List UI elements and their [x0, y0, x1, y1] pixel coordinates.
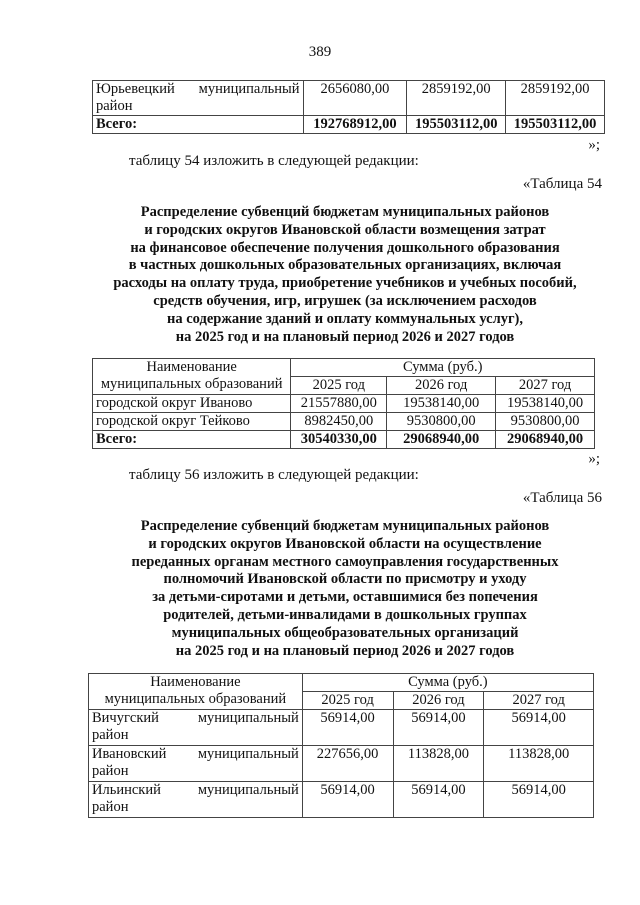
value-2027: 19538140,00 — [496, 395, 595, 413]
title-line: расходы на оплату труда, приобретение учебников и учебных пособий, — [113, 275, 577, 292]
close-quote: »; — [588, 451, 600, 467]
table-row — [93, 81, 605, 116]
municipality-name: городской округ Тейково — [93, 413, 291, 431]
title-line: и городских округов Ивановской области возмещения затрат — [144, 221, 546, 238]
value-2027: 9530800,00 — [496, 413, 595, 431]
municipality-name — [89, 710, 303, 746]
municipality-name: городской округ Иваново — [93, 395, 291, 413]
name-part: Ивановский — [92, 746, 167, 762]
header-2025: 2025 год — [291, 377, 387, 395]
total-2026: 195503112,00 — [407, 116, 506, 134]
name-part: Юрьевецкий — [96, 81, 175, 97]
header-name — [93, 359, 291, 395]
title-line: Распределение субвенций бюджетам муниципальных районов — [140, 518, 550, 534]
table-prev-continuation — [92, 80, 605, 134]
total-row — [93, 431, 595, 449]
total-2027: 29068940,00 — [496, 431, 595, 449]
municipality-name — [89, 782, 303, 818]
title-line: переданных органам местного самоуправления государственных — [131, 553, 559, 570]
name-part: район — [96, 98, 133, 114]
name-part: муниципальный — [197, 782, 299, 798]
title-line: родителей, детьми-инвалидами в дошкольных группах — [163, 606, 527, 623]
table-row — [93, 413, 595, 431]
header-sum: Сумма (руб.) — [302, 674, 593, 692]
name-part: Вичугский — [92, 710, 159, 726]
header-2027: 2027 год — [484, 692, 594, 710]
total-label: Всего: — [93, 116, 304, 134]
municipality-name — [93, 81, 304, 116]
total-label: Всего: — [93, 431, 291, 449]
instruction-text: таблицу 54 изложить в следующей редакции: — [129, 153, 419, 169]
value-2027: 56914,00 — [484, 710, 594, 746]
table-56-title — [80, 518, 610, 660]
total-2027: 195503112,00 — [506, 116, 605, 134]
table-54 — [92, 358, 595, 449]
total-2025: 30540330,00 — [291, 431, 387, 449]
value-2025: 56914,00 — [302, 710, 393, 746]
title-line: муниципальных общеобразовательных организаций — [171, 624, 519, 641]
title-line: полномочий Ивановской области по присмотру и уходу — [163, 571, 527, 588]
table-54-title — [80, 204, 610, 346]
total-2025: 192768912,00 — [303, 116, 407, 134]
value-2026: 2859192,00 — [407, 81, 506, 116]
title-line: на финансовое обеспечение получения дошкольного образования — [130, 239, 560, 256]
value-2027: 113828,00 — [484, 746, 594, 782]
title-line: на 2025 год и на плановый период 2026 и 2027 годов — [175, 328, 515, 345]
value-2025: 8982450,00 — [291, 413, 387, 431]
value-2027: 56914,00 — [484, 782, 594, 818]
name-part: район — [92, 799, 129, 815]
header-2025: 2025 год — [302, 692, 393, 710]
name-part: район — [92, 727, 129, 743]
table-row — [93, 395, 595, 413]
total-2026: 29068940,00 — [387, 431, 496, 449]
value-2026: 56914,00 — [393, 710, 484, 746]
table-56 — [88, 673, 594, 818]
name-part: район — [92, 763, 129, 779]
table-row — [89, 710, 594, 746]
header-2026: 2026 год — [387, 377, 496, 395]
value-2025: 227656,00 — [302, 746, 393, 782]
title-line: на содержание зданий и оплату коммунальных услуг), — [167, 310, 523, 327]
table-row — [89, 782, 594, 818]
name-part: муниципальный — [197, 710, 299, 726]
value-2026: 56914,00 — [393, 782, 484, 818]
value-2025: 56914,00 — [302, 782, 393, 818]
header-text: муниципальных образований — [104, 691, 287, 707]
name-part: муниципальный — [198, 81, 300, 97]
header-text: муниципальных образований — [100, 376, 283, 392]
table-label: «Таблица 54 — [522, 176, 602, 192]
value-2027: 2859192,00 — [506, 81, 605, 116]
page-number: 389 — [308, 44, 332, 60]
name-part: муниципальный — [197, 746, 299, 762]
value-2026: 19538140,00 — [387, 395, 496, 413]
header-2027: 2027 год — [496, 377, 595, 395]
municipality-name — [89, 746, 303, 782]
title-line: за детьми-сиротами и детьми, оставшимися без попечения — [152, 589, 538, 606]
instruction-text: таблицу 56 изложить в следующей редакции: — [129, 467, 419, 483]
title-line: на 2025 год и на плановый период 2026 и 2027 годов — [175, 642, 515, 659]
close-quote: »; — [588, 137, 600, 153]
table-label: «Таблица 56 — [522, 490, 602, 506]
header-sum: Сумма (руб.) — [291, 359, 595, 377]
title-line: в частных дошкольных образовательных организациях, включая — [128, 257, 562, 274]
value-2026: 113828,00 — [393, 746, 484, 782]
header-text: Наименование — [150, 674, 241, 690]
header-text: Наименование — [146, 359, 237, 375]
header-row — [93, 359, 595, 377]
value-2026: 9530800,00 — [387, 413, 496, 431]
table-row — [89, 746, 594, 782]
name-part: Ильинский — [92, 782, 161, 798]
header-name — [89, 674, 303, 710]
value-2025: 2656080,00 — [303, 81, 407, 116]
total-row — [93, 116, 605, 134]
header-2026: 2026 год — [393, 692, 484, 710]
title-line: средств обучения, игр, игрушек (за исключением расходов — [153, 292, 537, 309]
value-2025: 21557880,00 — [291, 395, 387, 413]
header-row — [89, 674, 594, 692]
title-line: и городских округов Ивановской области на осуществление — [148, 535, 542, 552]
title-line: Распределение субвенций бюджетам муниципальных районов — [140, 204, 550, 220]
